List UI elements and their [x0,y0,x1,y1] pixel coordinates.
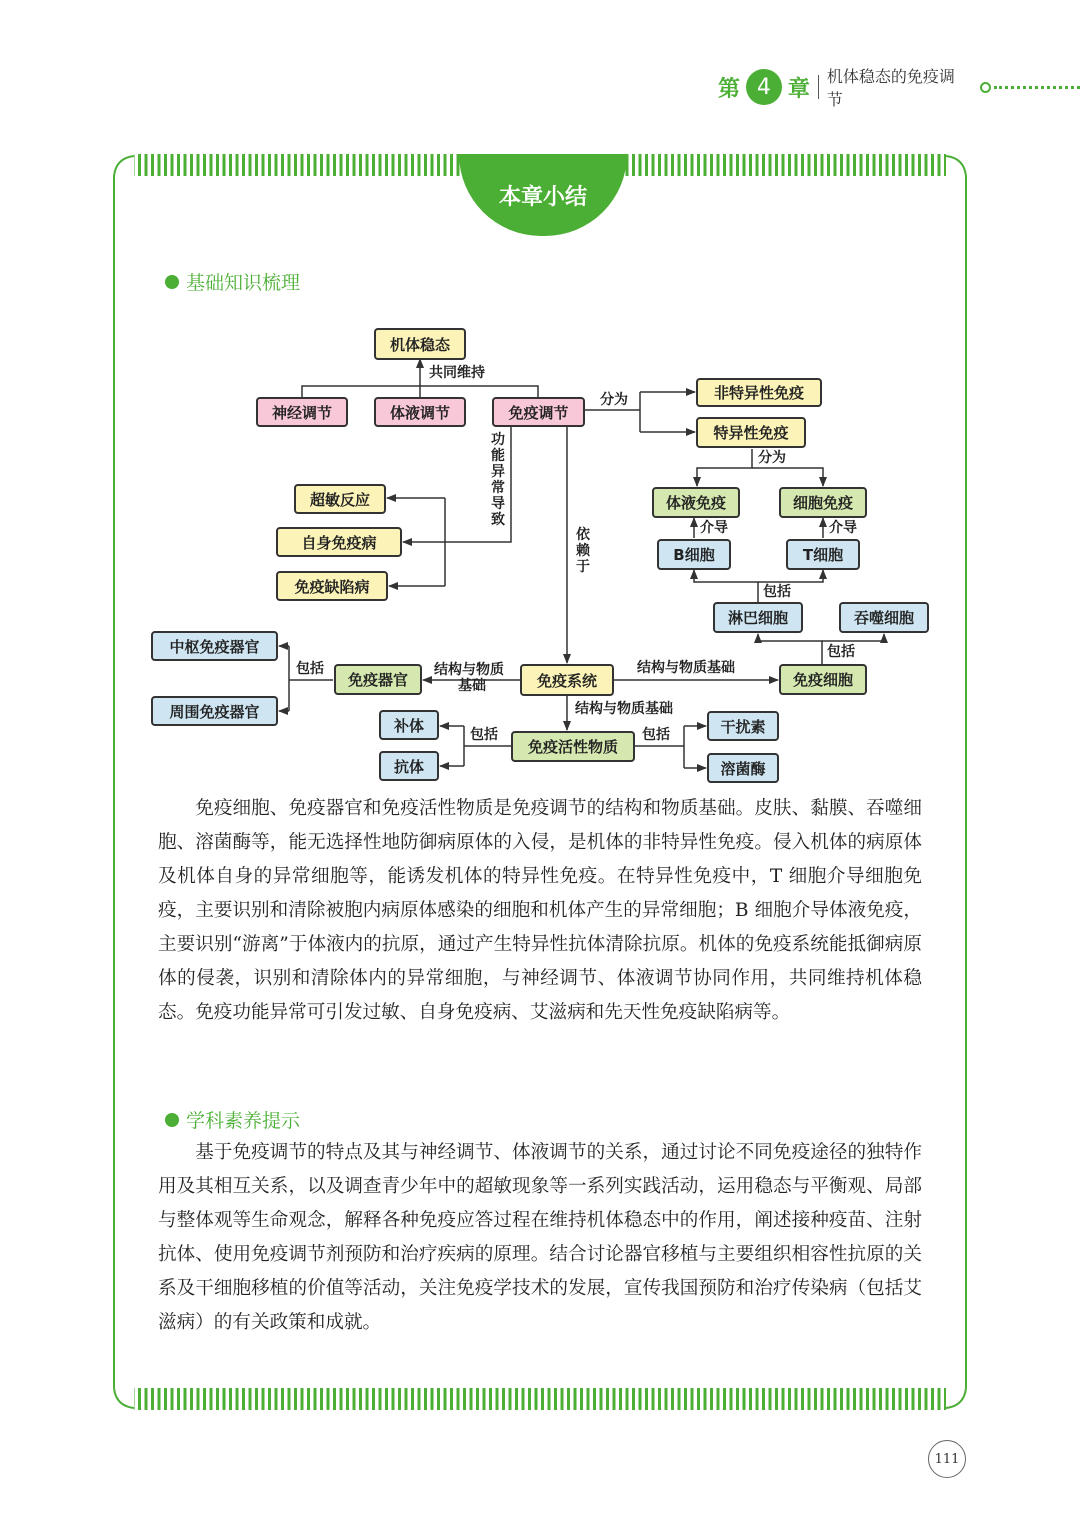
label-include-lymphocyte: 包括 [763,584,791,600]
section-discipline-literacy [165,1106,300,1133]
node-peripheral-immune-organ: 周围免疫器官 [151,696,278,726]
label-mediate-2: 介导 [829,520,857,536]
node-b-cell: B细胞 [657,539,731,570]
chapter-prefix: 第 [718,76,741,102]
node-immunodeficiency: 免疫缺陷病 [276,571,388,601]
node-humoral-immunity: 体液免疫 [652,487,740,518]
label-co-maintain: 共同维持 [429,365,485,381]
node-lysozyme: 溶菌酶 [707,753,779,783]
node-immune-regulation: 免疫调节 [492,397,585,427]
node-immune-system: 免疫系统 [520,664,614,696]
label-structure-basis-left: 结构与物质 基础 [434,662,504,694]
label-divide-into-2: 分为 [758,450,786,466]
label-include-substance-left: 包括 [470,727,498,743]
label-include-phagocyte: 包括 [827,644,855,660]
node-phagocyte: 吞噬细胞 [839,602,929,633]
label-mediate-1: 介导 [700,520,728,536]
node-homeostasis: 机体稳态 [374,328,466,360]
literacy-paragraph: 基于免疫调节的特点及其与神经调节、体液调节的关系，通过讨论不同免疫途径的独特作用及其相互关系，以及调查青少年中的超敏现象等一系列实践活动，运用稳态与平衡观、局部与整体观等生命观念，解释各种免疫应答过程在维持机体稳态中的作用，阐述接种疫苗、注射抗体、使用免疫调节剂预防和治疗疾病的原理。结合讨论器官移植与主要组织相容性抗原的关系及干细胞移植的价值等活动，关注免疫学技术的发展，宣传我国预防和治疗传染病（包括艾滋病）的有关政策和成就。 [158,1142,922,1333]
node-hypersensitivity: 超敏反应 [294,484,386,514]
node-complement: 补体 [379,710,439,740]
node-interferon: 干扰素 [707,711,779,741]
node-t-cell: T细胞 [786,539,860,570]
bullet-icon [165,1113,179,1127]
chapter-suffix: 章 [787,76,810,102]
node-humoral-regulation: 体液调节 [374,397,466,427]
section-title: 基础知识梳理 [186,272,301,294]
label-structure-basis-bottom: 结构与物质基础 [575,701,673,717]
node-antibody: 抗体 [379,751,439,781]
node-immune-cell: 免疫细胞 [779,664,867,695]
label-dysfunction-leads-to: 功能异常导致 [491,432,505,528]
chapter-summary-badge: 本章小结 [459,154,627,236]
node-nerve-regulation: 神经调节 [256,397,348,427]
page-number: 111 [928,1440,966,1478]
node-cellular-immunity: 细胞免疫 [779,487,867,518]
label-structure-basis-right: 结构与物质基础 [637,660,735,676]
node-central-immune-organ: 中枢免疫器官 [151,631,278,661]
label-include-organ: 包括 [296,661,324,677]
node-immune-active-substance: 免疫活性物质 [511,731,635,762]
section-title: 学科素养提示 [186,1110,301,1132]
node-autoimmune-disease: 自身免疫病 [276,527,402,557]
label-include-substance-right: 包括 [642,727,670,743]
label-divide-into-1: 分为 [600,392,628,408]
label-depends-on: 依赖于 [576,527,590,575]
chapter-number: 4 [746,69,782,105]
node-lymphocyte: 淋巴细胞 [713,602,803,633]
summary-paragraph: 免疫细胞、免疫器官和免疫活性物质是免疫调节的结构和物质基础。皮肤、黏膜、吞噬细胞、溶菌酶等，能无选择性地防御病原体的入侵，是机体的非特异性免疫。侵入机体的病原体及机体自身的异常细胞等，能诱发机体的特异性免疫。在特异性免疫中，T 细胞介导细胞免疫，主要识别和清除被胞内病原体感染的细胞和机体产生的异常细胞；B 细胞介导体液免疫，主要识别“游离”于体液内的抗原，通过产生特异性抗体清除抗原。机体的免疫系统能抵御病原体的侵袭，识别和清除体内的异常细胞，与神经调节、体液调节协同作用，共同维持机体稳态。免疫功能异常可引发过敏、自身免疫病、艾滋病和先天性免疫缺陷病等。 [158,798,922,1023]
chapter-title: 机体稳态的免疫调节 [826,67,955,109]
node-immune-organ: 免疫器官 [334,664,422,695]
node-nonspecific-immunity: 非特异性免疫 [696,378,822,407]
node-specific-immunity: 特异性免疫 [696,417,806,448]
